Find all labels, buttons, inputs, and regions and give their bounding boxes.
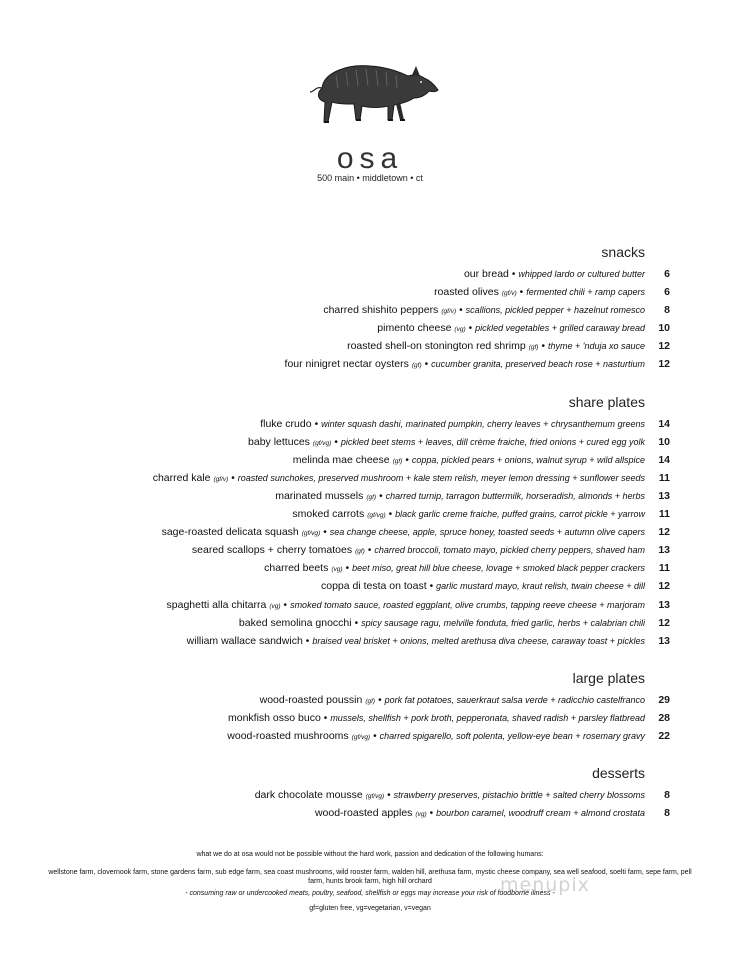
menu-item-description: smoked tomato sauce, roasted eggplant, olive crumbs, tapping reeve cheese + marjoram: [290, 599, 645, 610]
menu-item-price: 28: [658, 711, 670, 724]
menu-item-text: [162, 523, 645, 543]
menu-footer: [40, 850, 700, 913]
menu-item-price: 8: [664, 304, 670, 317]
dietary-tag: (vg): [415, 811, 427, 819]
menu-item-name: wood-roasted apples: [314, 807, 413, 820]
dietary-tag: (gf/v): [213, 475, 229, 483]
menu-item-text: [255, 786, 645, 806]
menu-item: [30, 523, 670, 541]
menu-item-price: 8: [664, 789, 670, 802]
menu-item: [30, 301, 670, 319]
bullet-separator: •: [305, 635, 310, 647]
menu-item: [30, 265, 670, 283]
menu-item-text: [285, 355, 645, 375]
boar-illustration-icon: [308, 58, 440, 136]
menu-item-name: four ninigret nectar oysters: [284, 358, 409, 371]
menu-item-price: 12: [658, 358, 670, 371]
menu-item: [30, 319, 670, 337]
dietary-tag: (gf/vg): [351, 733, 371, 741]
menu-item-price: 12: [658, 616, 670, 629]
menu-item-text: [464, 265, 645, 284]
dietary-tag: (gf/vg): [312, 439, 332, 447]
section-title: desserts: [592, 765, 645, 782]
menu-item: [30, 415, 670, 433]
bullet-separator: •: [468, 323, 473, 335]
menu-item-name: william wallace sandwich: [186, 634, 303, 647]
menu-item: [30, 632, 670, 650]
menu-section: [30, 763, 670, 822]
brand-name: osa: [336, 142, 404, 175]
menu-item-name: coppa di testa on toast: [320, 580, 427, 593]
dietary-tag: (vg): [269, 602, 281, 610]
menu-item-description: charred spigarello, soft polenta, yellow-eye bean + rosemary gravy: [379, 730, 645, 741]
section-gap: [30, 745, 670, 763]
bullet-separator: •: [373, 730, 377, 742]
menu-item-price: 13: [658, 544, 670, 557]
footer-intro: what we do at osa would not be possible without the hard work, passion and dedication of the following humans:: [196, 851, 544, 858]
menu-item: [30, 596, 670, 614]
menu-item: [30, 804, 670, 822]
bullet-separator: •: [541, 341, 545, 353]
menu-item: [30, 487, 670, 505]
menu-item-price: 12: [658, 340, 670, 353]
footer-warning: - consuming raw or undercooked meats, poultry, seafood, shellfish or eggs may increase your risk of foodborne illness -: [185, 890, 555, 897]
menu-item-text: [227, 727, 645, 747]
bullet-separator: •: [231, 472, 235, 484]
bullet-separator: •: [519, 287, 524, 299]
bullet-separator: •: [367, 545, 372, 557]
menu-item-text: [260, 691, 645, 711]
bullet-separator: •: [354, 617, 359, 629]
dietary-tag: (gf/vg): [365, 793, 385, 801]
menu-item-name: charred beets: [264, 562, 329, 575]
dietary-tag: (gf): [392, 457, 403, 465]
menu-item-name: monkfish osso buco: [227, 711, 321, 724]
dietary-tag: (gf): [528, 344, 539, 352]
menu-item-text: [275, 487, 645, 507]
menu-item-text: [239, 614, 645, 633]
menu-item-text: [167, 596, 645, 616]
menu-item-price: 8: [664, 807, 670, 820]
menu-item-text: [323, 301, 645, 321]
dietary-tag: (vg): [454, 326, 466, 334]
menu-item-description: pork fat potatoes, sauerkraut salsa verde + radicchio castelfranco: [384, 694, 645, 705]
menu-item-price: 6: [664, 268, 670, 280]
menu-item-name: spaghetti alla chitarra: [166, 598, 267, 611]
bullet-separator: •: [283, 599, 288, 611]
dietary-tag: (gf/vg): [367, 512, 386, 520]
menu-item: [30, 337, 670, 355]
menu-item-text: [321, 577, 645, 596]
menu-item-text: [264, 559, 645, 579]
menu-item-name: charred kale: [152, 471, 211, 484]
menu-item-description: sea change cheese, apple, spruce honey, toasted seeds + autumn olive capers: [329, 527, 645, 538]
menu-item-description: charred broccoli, tomato mayo, pickled cherry peppers, shaved ham: [374, 545, 645, 556]
dietary-tag: (vg): [331, 566, 343, 574]
dietary-tag: (gf): [365, 697, 376, 705]
menu-item-description: spicy sausage ragu, melville fonduta, fried garlic, herbs + calabrian chili: [361, 617, 645, 628]
bullet-separator: •: [429, 581, 434, 593]
section-title: share plates: [568, 393, 645, 410]
bullet-separator: •: [387, 790, 391, 802]
menu-item-price: 13: [658, 634, 670, 647]
menu-item-text: [153, 469, 645, 489]
dietary-tag: (gf): [366, 493, 377, 501]
menu-item-description: thyme + 'nduja xo sauce: [547, 341, 645, 352]
menu-item-price: 29: [658, 693, 670, 706]
menu-item: [30, 283, 670, 301]
menu-item: [30, 469, 670, 487]
menu-item-price: 13: [658, 489, 670, 502]
menu-item-description: beet miso, great hill blue cheese, lovage + smoked black pepper crackers: [352, 563, 645, 574]
menu-item-description: pickled beet stems + leaves, dill crème fraiche, fried onions + cured egg yolk: [340, 436, 645, 447]
menu-item-name: marinated mussels: [275, 489, 364, 502]
menu-item-description: pickled vegetables + grilled caraway bread: [475, 323, 645, 334]
menu-item-name: charred shishito peppers: [323, 304, 439, 317]
menu-item-text: [434, 283, 645, 303]
menu-item-description: roasted sunchokes, preserved mushroom + kale stem relish, meyer lemon dressing + sunflower seeds: [237, 472, 645, 483]
menu-item-description: charred turnip, tarragon buttermilk, horseradish, almonds + herbs: [385, 490, 645, 501]
menu-item-price: 10: [658, 322, 670, 335]
dietary-tag: (gf/vg): [301, 530, 321, 538]
menu-item-text: [293, 451, 645, 471]
bullet-separator: •: [378, 694, 382, 706]
dietary-tag: (gf/v): [441, 308, 457, 316]
menu-item: [30, 786, 670, 804]
menu-item: [30, 727, 670, 745]
menu-item: [30, 614, 670, 632]
menu-item-name: roasted olives: [434, 286, 499, 299]
menu-item-text: [260, 415, 645, 434]
section-title: large plates: [572, 669, 645, 686]
menu-item-price: 14: [658, 453, 670, 466]
menu-item: [30, 577, 670, 595]
menu-item-name: wood-roasted mushrooms: [227, 729, 349, 742]
footer-farms: wellstone farm, clovernook farm, stone gardens farm, sub edge farm, sea coast mushrooms, wild rooster farm, walden hill, arethusa farm, mystic cheese company, sea well seafood, soelti farm, sepe farm, pell farm, hunts brook farm, high hill orchard: [48, 869, 692, 885]
menu-item-price: 11: [658, 562, 670, 575]
menu-section: [30, 242, 670, 374]
menu-item-description: coppa, pickled pears + onions, walnut syrup + wild allspice: [411, 454, 645, 465]
menu-item-name: baked semolina gnocchi: [238, 616, 352, 629]
dietary-tag: (gf/v): [501, 290, 517, 298]
bullet-separator: •: [345, 563, 350, 575]
menu-item: [30, 355, 670, 373]
menu-item-price: 11: [658, 508, 670, 521]
bullet-separator: •: [314, 418, 319, 430]
section-gap: [30, 650, 670, 668]
menu-item-name: fluke crudo: [260, 417, 312, 430]
menu-item: [30, 559, 670, 577]
menu-section: [30, 668, 670, 745]
menu-item-name: smoked carrots: [292, 508, 365, 521]
menu-item-name: baby lettuces: [248, 435, 310, 448]
menu-item-description: cucumber granita, preserved beach rose + nasturtium: [431, 359, 645, 370]
menu-item: [30, 691, 670, 709]
watermark: menupix: [500, 874, 590, 896]
menu-item-price: 10: [658, 435, 670, 448]
menu-item-price: 13: [658, 598, 670, 611]
menu-item-name: our bread: [463, 268, 509, 280]
menu-item-text: [248, 433, 645, 453]
restaurant-address: 500 main • middletown • ct: [317, 173, 423, 183]
menu-item-text: [347, 337, 645, 357]
menu-item: [30, 505, 670, 523]
menu-item-description: fermented chili + ramp capers: [526, 287, 645, 298]
bullet-separator: •: [429, 808, 434, 820]
menu-item-name: wood-roasted poussin: [259, 693, 363, 706]
menu-item-text: [228, 709, 645, 728]
menu-item-name: pimento cheese: [377, 322, 452, 335]
menu-item-price: 6: [664, 286, 670, 299]
menu-item-description: strawberry preserves, pistachio brittle + salted cherry blossoms: [393, 790, 645, 801]
menu-item: [30, 709, 670, 727]
menu-body: [30, 242, 670, 822]
menu-item-description: black garlic creme fraiche, puffed grains, carrot pickle + yarrow: [395, 509, 645, 520]
bullet-separator: •: [323, 712, 328, 724]
menu-item-price: 11: [658, 471, 670, 484]
bullet-separator: •: [424, 359, 429, 371]
bullet-separator: •: [511, 269, 516, 280]
menu-item: [30, 541, 670, 559]
menu-item-description: mussels, shellfish + pork broth, pepperonata, shaved radish + parsley flatbread: [330, 712, 645, 723]
menu-item-description: braised veal brisket + onions, melted arethusa diva cheese, caraway toast + pickles: [312, 635, 645, 646]
bullet-separator: •: [405, 454, 409, 466]
menu-item-price: 14: [658, 417, 670, 430]
menu-item-text: [187, 632, 645, 651]
menu-item: [30, 451, 670, 469]
dietary-tag: (gf): [411, 362, 422, 370]
section-title: snacks: [601, 244, 645, 260]
menu-item-text: [315, 804, 645, 824]
menu-item-price: 12: [658, 580, 670, 593]
menu-item-text: [192, 541, 645, 561]
menu-item-description: whipped lardo or cultured butter: [518, 269, 645, 279]
menu-item: [30, 433, 670, 451]
section-gap: [30, 374, 670, 392]
menu-item-price: 12: [658, 526, 670, 539]
menu-item-name: melinda mae cheese: [292, 453, 390, 466]
menu-item-price: 22: [658, 729, 670, 742]
menu-item-description: scallions, pickled pepper + hazelnut romesco: [465, 305, 645, 316]
footer-legend: gf=gluten free, vg=vegetarian, v=vegan: [309, 905, 431, 912]
menu-item-name: dark chocolate mousse: [254, 789, 363, 802]
bullet-separator: •: [388, 509, 393, 521]
menu-item-description: garlic mustard mayo, kraut relish, twain cheese + dill: [436, 581, 645, 592]
bullet-separator: •: [459, 305, 463, 317]
menu-item-text: [292, 505, 645, 525]
menu-item-text: [377, 319, 645, 339]
menu-item-name: sage-roasted delicata squash: [161, 526, 299, 539]
menu-item-description: winter squash dashi, marinated pumpkin, cherry leaves + chrysanthemum greens: [321, 418, 645, 429]
bullet-separator: •: [334, 436, 338, 448]
dietary-tag: (gf): [355, 548, 365, 556]
bullet-separator: •: [323, 527, 327, 539]
menu-section: [30, 392, 670, 650]
menu-item-name: roasted shell-on stonington red shrimp: [347, 340, 526, 353]
menu-item-description: bourbon caramel, woodruff cream + almond crostata: [436, 808, 645, 819]
bullet-separator: •: [379, 490, 383, 502]
menu-item-name: seared scallops + cherry tomatoes: [191, 544, 353, 557]
